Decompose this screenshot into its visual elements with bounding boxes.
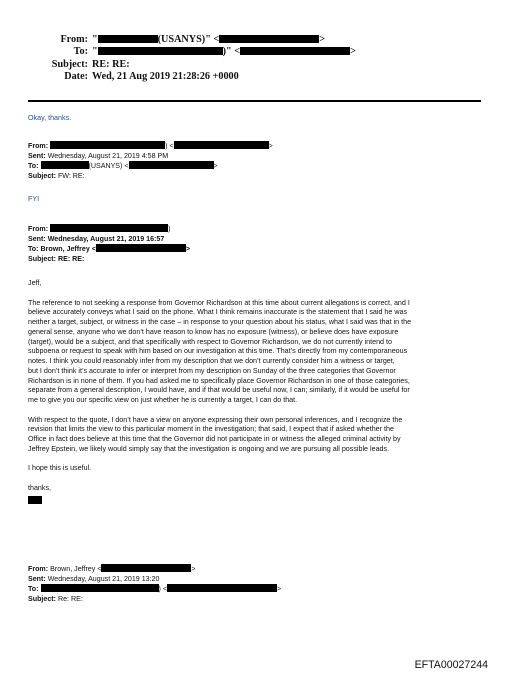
paragraph-3: I hope this is useful. bbox=[28, 464, 92, 473]
redaction-box bbox=[96, 244, 186, 252]
header-from-label: From: bbox=[60, 34, 88, 45]
header-subject-row bbox=[28, 59, 356, 71]
redaction-box bbox=[98, 35, 158, 43]
fyi-text: FYI bbox=[28, 195, 40, 203]
redaction-box bbox=[50, 141, 165, 149]
header-date-row bbox=[28, 71, 356, 83]
reply-text: Okay, thanks. bbox=[28, 114, 72, 122]
header-divider bbox=[28, 100, 481, 102]
document-id: EFTA00027244 bbox=[414, 659, 488, 671]
header-to-row: To: " )" < > bbox=[28, 46, 356, 58]
redaction-box bbox=[174, 141, 269, 149]
paragraph-1: The reference to not seeking a response from Governor Richardson at this time about current allegations is correct, and I believe accurately conveys what I said on the phone. What I think remains inaccurate is the statement that I said he was neither a target, subject, or witness in the case – in response to your question about his status, what I said was that in the general sense, anyone who we don’t have reason to know has no exposure (witness), or believe does have exposure (target), would be a subject, and that specifically with respect to Governor Richardson, we do not currently intend to subpoena or request to speak with him based on our investigation at this time. That’s directly from my contemporaneous notes. I think you could reasonably infer from my description that we don’t currently consider him a witness or target, but I don’t think it’s accurate to infer or interpret from my description on Sunday of the three categories that Governor Richardson is in none of them. If you had asked me to specifically place Governor Richardson in one of those categories, separate from a general description, I would have, and if that would be useful now, I can; similarly, if it would be useful for me to give you our specific view on just whether he is currently a target, I can do that. bbox=[28, 298, 412, 404]
redaction-box bbox=[98, 47, 223, 55]
redaction-box bbox=[28, 496, 42, 504]
header-date-value: Wed, 21 Aug 2019 21:28:26 +0000 bbox=[92, 71, 239, 83]
redaction-box bbox=[240, 47, 350, 55]
closing: thanks, bbox=[28, 483, 52, 492]
paragraph-2: With respect to the quote, I don’t have a view on anyone expressing their own personal inferences, and I recognize the revision that limits the view to this particular moment in the investigation; that said, I expect that if asked whether the Office in fact does believe at this time that the Governor did not participate in or witness the alleged criminal activity by Jeffrey Epstein, we likely would simply say that the investigation is ongoing and we are pursuing all possible leads. bbox=[28, 415, 403, 453]
redaction-box bbox=[101, 564, 191, 572]
message-body bbox=[28, 279, 498, 506]
redaction-box bbox=[219, 35, 319, 43]
header-to-label: To: bbox=[73, 46, 88, 58]
header-from-row: From: " (USANYS)" < > bbox=[28, 34, 356, 46]
header-from-value: (USANYS)" < bbox=[157, 34, 220, 45]
quoted-header-1: From: ) < > Sent: Wednesday, August 21, 2019 4:58 PM To: (USANYS) < > Subject: FW: RE: bbox=[28, 142, 273, 181]
header-subject-label: Subject: bbox=[51, 58, 88, 70]
header-date-label: Date: bbox=[64, 71, 88, 83]
redaction-box bbox=[41, 584, 159, 592]
greeting: Jeff, bbox=[28, 279, 42, 287]
redaction-box bbox=[167, 584, 277, 592]
quoted-header-3: From: Brown, Jeffrey < > Sent: Wednesday, August 21, 2019 13:20 To: ) < > Subject: Re: RE: bbox=[28, 565, 282, 604]
email-header bbox=[28, 34, 356, 84]
header-subject-value: RE: RE: bbox=[92, 58, 130, 70]
redaction-box bbox=[41, 161, 89, 169]
redaction-box bbox=[50, 224, 168, 232]
header-to-value: )" < bbox=[222, 46, 241, 58]
quoted-header-2: From: ) Sent: Wednesday, August 21, 2019 16:57 To: Brown, Jeffrey < > Subject: RE: RE: bbox=[28, 225, 191, 264]
redaction-box bbox=[129, 161, 214, 169]
